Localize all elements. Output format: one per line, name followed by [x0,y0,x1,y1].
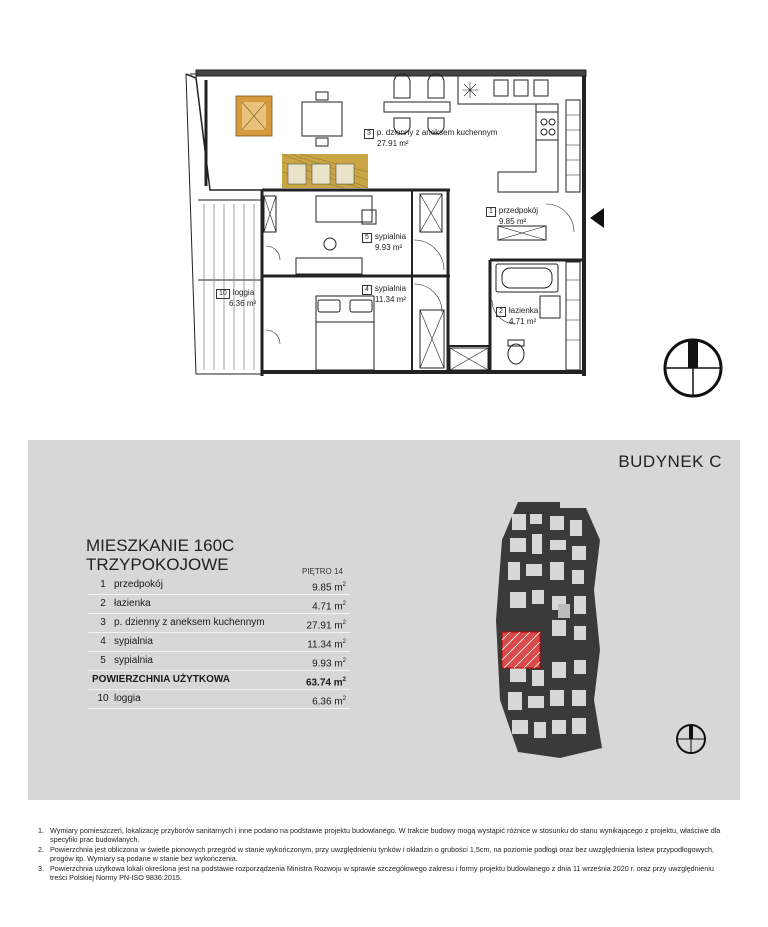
compass-icon [665,340,721,396]
apartment-title: MIESZKANIE 160C TRZYPOKOJOWE [86,536,235,574]
building-key-plan [490,500,614,762]
floor-plan-drawing [0,0,768,420]
room-label-1: 1 przedpokój 9.85 m² [486,206,538,227]
room-label-5: 5 sypialnia 9.93 m² [362,232,406,253]
footnotes [38,826,728,882]
sofa-drawing [282,154,368,188]
rug-drawing [236,96,272,136]
table-row: 4 sypialnia 11.34 $m^2$ [88,633,350,652]
entrance-arrow [590,208,604,228]
footnote: 1. Wymiary pomieszczeń, lokalizację przyborów sanitarnych i inne podano na podstawie projektu budowlanego. W trakcie budowy mogą wystąpić różnice w stosunku do stanu wynikającego z projektu, właściwe dla specyfiki prac budowlanych. [38,826,721,845]
apartment-highlight [502,632,540,668]
room-label-2: 2 łazienka 4.71 m² [496,306,538,327]
table-row: 3 p. dzienny z aneksem kuchennym 27.91 $m^2$ [88,614,350,633]
room-label-3: 3 p. dzienny z aneksem kuchennym 27.91 m² [364,128,497,149]
table-row: 5 sypialnia 9.93 $m^2$ [88,652,350,671]
footnote: 2. Powierzchnia jest obliczona w świetle pionowych przegród w stanie wykończonym, przy uwzględnieniu tynków i okładzin o grubości 1,5cm, na poziomie podłogi oraz bez uwzględnienia listew przypodłogowych, progów itp. Wymiary są podane w stanie bez wykończenia. [38,844,714,864]
table-row-loggia: 10 loggia 6.36 $m^2$ [88,690,350,709]
floor-plan [0,0,768,420]
footnote: 3. Powierzchnia użytkowa lokali określona jest na podstawie rozporządzenia Ministra Rozwoju w sprawie szczegółowego zakresu i formy projektu budowlanego z dnia 11 września 2020 r. oraz przy uwzględnieniu treści Polskiej Normy PN-ISO 9836:2015. [38,863,714,883]
room-label-10: 10 loggia 6.36 m² [216,288,256,309]
room-label-4: 4 sypialnia 11.34 m² [362,284,406,305]
total-row: POWIERZCHNIA UŻYTKOWA 63.74 $m^2$ [88,671,350,690]
table-row: 1 przedpokój 9.85 $m^2$ [88,576,350,595]
table-row: 2 łazienka 4.71 $m^2$ [88,595,350,614]
floor-label: PIĘTRO 14 [302,567,343,576]
small-compass-icon [674,722,708,756]
info-panel [28,440,740,800]
building-name: BUDYNEK C [618,452,722,471]
room-table [88,576,350,709]
